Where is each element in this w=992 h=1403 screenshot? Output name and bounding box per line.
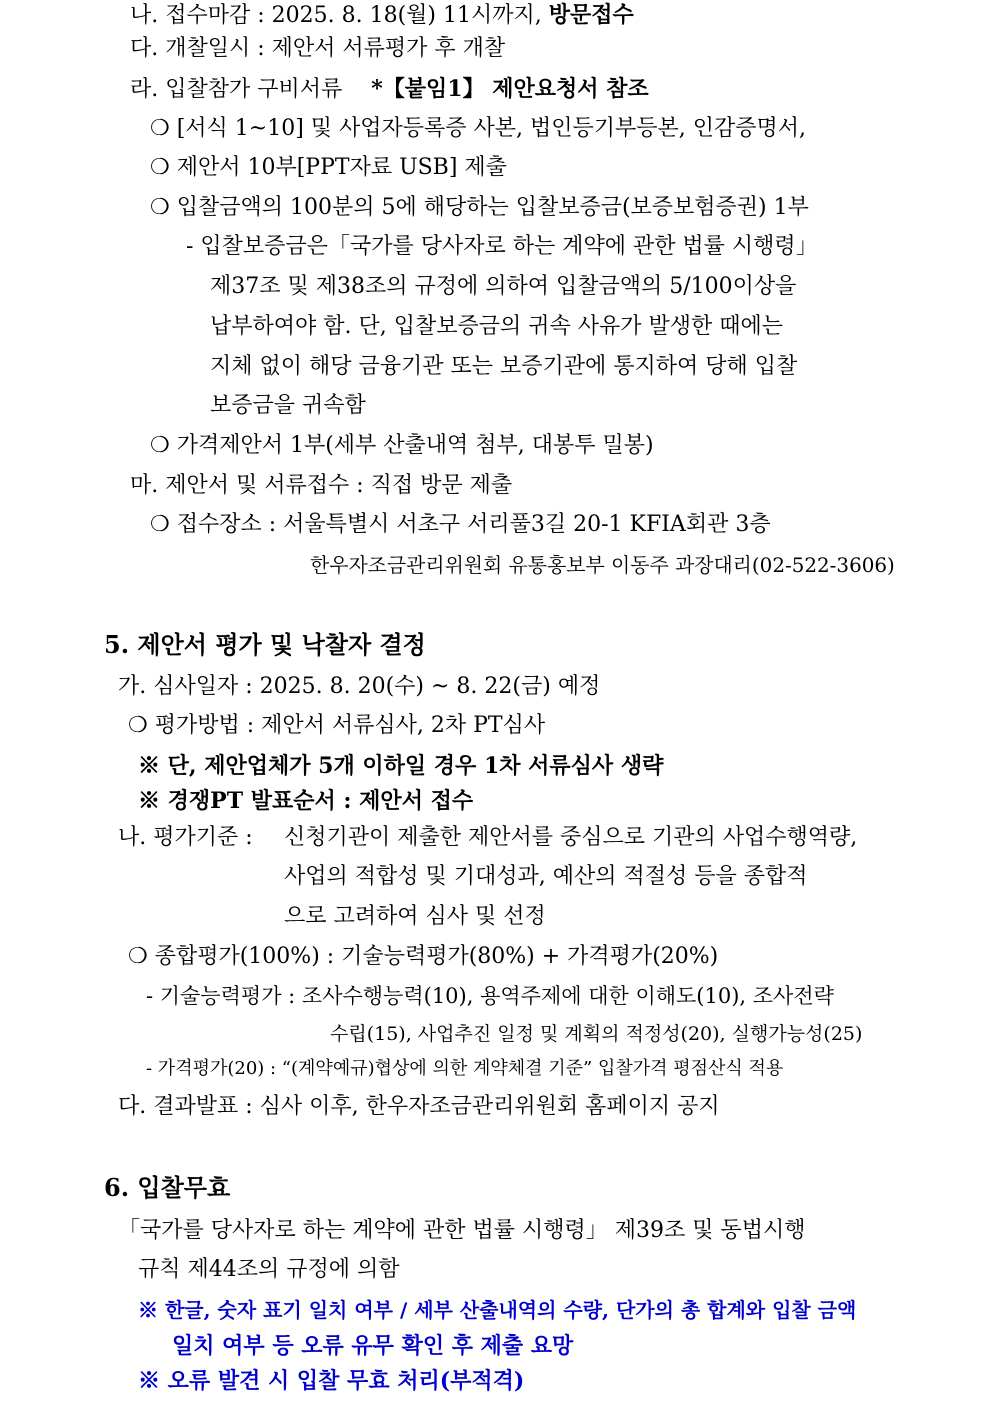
criteria-line-3: 으로 고려하여 심사 및 선정 [284,904,546,929]
deposit-line-3: 납부하여야 함. 단, 입찰보증금의 귀속 사유가 발생한 때에는 [210,314,783,339]
deposit-line-4: 지체 없이 해당 금융기관 또는 보증기관에 통지하여 당해 입찰 [210,354,798,379]
doc-item-1: ❍ [서식 1~10] 및 사업자등록증 사본, 법인등기부등본, 인감증명서, [150,116,807,141]
invalid-basis-line-1: 「국가를 당사자로 하는 계약에 관한 법률 시행령」 제39조 및 동법시행 [118,1218,806,1243]
warning-line-2: 일치 여부 등 오류 유무 확인 후 제출 요망 [172,1333,574,1359]
note-pt-order: ※ 경쟁PT 발표순서 : 제안서 접수 [138,788,474,814]
criteria-line-1: 신청기관이 제출한 제안서를 중심으로 기관의 사업수행역량, [284,825,858,850]
result-announce-line: 다. 결과발표 : 심사 이후, 한우자조금관리위원회 홈페이지 공지 [118,1094,720,1119]
deposit-line-1: - 입찰보증금은「국가를 당사자로 하는 계약에 관한 법률 시행령」 [186,234,818,259]
submission-line: 마. 제안서 및 서류접수 : 직접 방문 제출 [130,473,513,498]
deadline-line [130,0,634,30]
required-docs-ref: *【붙임1】 제안요청서 참조 [371,76,649,102]
doc-item-2: ❍ 제안서 10부[PPT자료 USB] 제출 [150,155,507,180]
price-eval-line: - 가격평가(20) : “(계약예규)협상에 의한 계약체결 기준” 입찰가격 평점산식 적용 [146,1058,784,1079]
opening-date-line: 다. 개찰일시 : 제안서 서류평가 후 개찰 [130,36,506,61]
tech-eval-line-2: 수립(15), 사업추진 일정 및 계획의 적정성(20), 실행가능성(25) [330,1023,863,1045]
section-6-title: 6. 입찰무효 [104,1173,231,1202]
note-skip-doc-review: ※ 단, 제안업체가 5개 이하일 경우 1차 서류심사 생략 [138,753,664,779]
doc-item-3: ❍ 입찰금액의 100분의 5에 해당하는 입찰보증금(보증보험증권) 1부 [150,195,809,220]
warning-line-3: ※ 오류 발견 시 입찰 무효 처리(부적격) [138,1368,525,1394]
criteria-label: 나. 평가기준 : [118,825,253,850]
deadline-text: 나. 접수마감 : 2025. 8. 18(월) 11시까지, [130,3,549,28]
place-line-1: ❍ 접수장소 : 서울특별시 서초구 서리풀3길 20-1 KFIA회관 3층 [150,512,771,537]
price-proposal-item: ❍ 가격제안서 1부(세부 산출내역 첨부, 대봉투 밀봉) [150,433,654,458]
required-docs-label: 라. 입찰참가 구비서류 [130,77,343,102]
eval-method-line: ❍ 평가방법 : 제안서 서류심사, 2차 PT심사 [128,713,546,738]
warning-line-1: ※ 한글, 숫자 표기 일치 여부 / 세부 산출내역의 수량, 단가의 총 합계와 입찰 금액 [138,1298,857,1322]
deposit-line-5: 보증금을 귀속함 [210,393,366,418]
review-date-line: 가. 심사일자 : 2025. 8. 20(수) ~ 8. 22(금) 예정 [118,674,601,699]
tech-eval-line-1: - 기술능력평가 : 조사수행능력(10), 용역주제에 대한 이해도(10), 조사전략 [146,984,834,1008]
deposit-line-2: 제37조 및 제38조의 규정에 의하여 입찰금액의 5/100이상을 [210,274,797,299]
section-5-title: 5. 제안서 평가 및 낙찰자 결정 [104,630,426,659]
required-docs-line [130,74,649,104]
invalid-basis-line-2: 규칙 제44조의 규정에 의함 [138,1257,400,1282]
criteria-line-2: 사업의 적합성 및 기대성과, 예산의 적절성 등을 종합적 [284,864,808,889]
deadline-bold: 방문접수 [548,2,634,28]
total-eval-line: ❍ 종합평가(100%) : 기술능력평가(80%) + 가격평가(20%) [128,944,719,969]
place-line-2: 한우자조금관리위원회 유통홍보부 이동주 과장대리(02-522-3606) [310,553,895,577]
